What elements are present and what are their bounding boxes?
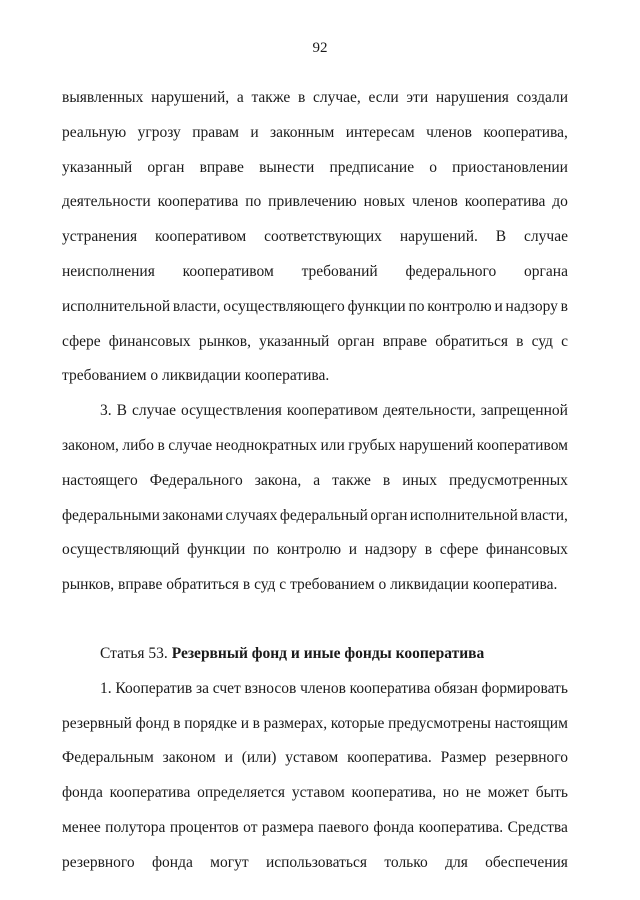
- word: паевого: [318, 818, 369, 836]
- word: кооперативом: [476, 436, 568, 454]
- word: фонда: [151, 853, 193, 871]
- text-line: [62, 811, 568, 846]
- word: грубых: [348, 436, 396, 454]
- word: для: [445, 853, 468, 871]
- word: финансовых: [486, 541, 568, 559]
- word: вправе: [199, 158, 244, 176]
- word: по: [252, 541, 270, 559]
- word: соответствующих: [264, 228, 382, 246]
- word: запрещенной: [480, 402, 568, 420]
- word: рынков,: [198, 332, 251, 350]
- text-line: [62, 290, 568, 325]
- word: случае: [132, 402, 176, 420]
- word: законным: [270, 123, 335, 141]
- word: требованием о ликвидации кооператива.: [62, 367, 330, 385]
- word: Федерального: [149, 471, 243, 489]
- word: не: [465, 784, 481, 802]
- page-number: 92: [312, 40, 328, 56]
- word: функции: [187, 541, 246, 559]
- text-line: [62, 255, 568, 290]
- text-line: [62, 116, 568, 151]
- word: нарушений: [399, 436, 474, 454]
- word: в: [516, 332, 524, 350]
- word: взносов: [244, 679, 297, 697]
- word: угрозу: [137, 123, 181, 141]
- word: случае: [168, 436, 213, 454]
- word: устранения: [62, 228, 138, 246]
- text-line: [62, 707, 568, 742]
- word: кооператива: [349, 679, 431, 697]
- word: законами: [162, 506, 224, 524]
- word: правам: [192, 123, 239, 141]
- word: нарушений,: [151, 89, 230, 106]
- text-line: [62, 741, 568, 776]
- word: предусмотрены: [388, 714, 491, 732]
- word: и: [348, 541, 358, 559]
- word: контролю: [427, 297, 492, 315]
- word: счет: [212, 679, 241, 697]
- word: кооператива: [464, 193, 546, 211]
- paragraph: [62, 672, 568, 881]
- word: надзору: [505, 297, 558, 315]
- word: полутора: [105, 818, 166, 836]
- word: кооператива: [157, 193, 239, 211]
- word: членов: [412, 193, 458, 211]
- word: эти: [406, 89, 429, 106]
- word: если: [368, 89, 399, 106]
- word: надзору: [364, 541, 418, 559]
- word: за: [195, 679, 209, 697]
- word: до: [552, 193, 568, 211]
- word: деятельности,: [383, 402, 476, 420]
- document-body: [62, 81, 568, 881]
- word: кооператива,: [351, 784, 437, 802]
- word: суд: [531, 332, 553, 350]
- word: с: [561, 332, 568, 350]
- text-line: [62, 533, 568, 568]
- word: либо: [122, 436, 155, 454]
- word: размерах,: [263, 714, 328, 732]
- text-line: [62, 464, 568, 499]
- word: требований: [301, 262, 378, 280]
- word: Средства: [507, 818, 568, 836]
- word: 1.: [100, 679, 112, 697]
- word: кооперативом: [182, 262, 274, 280]
- word: формировать: [481, 679, 568, 697]
- word: законом: [162, 749, 216, 767]
- text-line: [62, 325, 568, 360]
- word: случаях: [225, 506, 278, 524]
- word: и: [250, 123, 259, 141]
- word: резервного: [62, 853, 135, 871]
- paragraph: [62, 394, 568, 603]
- word: федерального: [405, 262, 497, 280]
- word: реальную: [62, 123, 127, 141]
- word: а: [313, 471, 321, 489]
- word: 3.: [100, 402, 112, 420]
- text-line: [62, 151, 568, 186]
- word: в: [560, 297, 568, 315]
- word: по: [408, 297, 425, 315]
- text-line: [62, 429, 568, 464]
- word: предписание: [329, 158, 415, 176]
- word: в: [157, 436, 165, 454]
- word: могут: [210, 853, 249, 871]
- word: сфере: [439, 541, 479, 559]
- word: или: [320, 436, 345, 454]
- word: также: [251, 89, 291, 106]
- word: указанный: [62, 158, 133, 176]
- word: использоваться: [265, 853, 367, 871]
- word: закона,: [254, 471, 302, 489]
- word: законом,: [62, 436, 119, 454]
- word: деятельности: [62, 193, 151, 211]
- word: функции: [347, 297, 406, 315]
- word: резервного: [495, 749, 568, 767]
- word: (или): [241, 749, 277, 767]
- word: власти,: [172, 297, 221, 315]
- text-line: [62, 359, 568, 394]
- word: Размер: [440, 749, 487, 767]
- article-number: Статья 53.: [100, 644, 172, 662]
- text-line: [62, 672, 568, 707]
- word: Кооператив: [115, 679, 193, 697]
- word: менее: [62, 818, 101, 836]
- word: финансовых: [108, 332, 191, 350]
- word: по: [245, 193, 262, 211]
- text-line: [62, 220, 568, 255]
- word: которые: [330, 714, 385, 732]
- word: может: [487, 784, 530, 802]
- word: осуществляющего: [223, 297, 345, 315]
- word: обязан: [434, 679, 478, 697]
- word: порядке: [184, 714, 238, 732]
- word: федеральными: [62, 506, 160, 524]
- word: случае: [524, 228, 568, 246]
- paragraph: [62, 81, 568, 394]
- word: фонда: [62, 784, 103, 802]
- word: уставом: [291, 784, 345, 802]
- word: настоящим: [494, 714, 568, 732]
- word: сфере: [62, 332, 101, 350]
- word: вынести: [259, 158, 315, 176]
- word: органа: [524, 262, 568, 280]
- word: орган: [147, 158, 185, 176]
- word: о: [429, 158, 437, 176]
- section-gap: [62, 603, 568, 637]
- word: иных: [402, 471, 437, 489]
- word: предусмотренных: [448, 471, 568, 489]
- word: Федеральным: [62, 749, 154, 767]
- word: случае,: [312, 89, 361, 106]
- word: кооперативом: [155, 228, 247, 246]
- word: а: [236, 89, 244, 106]
- word: и: [224, 749, 233, 767]
- word: кооператива,: [483, 123, 568, 141]
- word: создали: [516, 89, 568, 106]
- word: но: [442, 784, 459, 802]
- word: также: [332, 471, 371, 489]
- word: размера: [261, 818, 314, 836]
- word: от: [243, 818, 258, 836]
- word: в: [424, 541, 433, 559]
- text-line: [62, 185, 568, 220]
- word: в: [252, 714, 260, 732]
- word: приостановлении: [452, 158, 568, 176]
- word: в: [173, 714, 181, 732]
- word: федеральный: [279, 506, 368, 524]
- word: В: [495, 228, 507, 246]
- article-title: Резервный фонд и иные фонды кооператива: [171, 644, 485, 662]
- word: указанный: [259, 332, 330, 350]
- word: кооператива.: [418, 818, 504, 836]
- text-line: [62, 846, 568, 881]
- word: обратиться: [435, 332, 508, 350]
- word: кооперативом: [286, 402, 379, 420]
- word: фонда: [373, 818, 415, 836]
- word: определяется: [197, 784, 286, 802]
- text-line: [62, 499, 568, 534]
- word: контролю: [276, 541, 342, 559]
- word: и: [494, 297, 503, 315]
- word: и: [240, 714, 249, 732]
- word: вправе: [382, 332, 428, 350]
- word: уставом: [285, 749, 339, 767]
- word: выявленных: [62, 89, 144, 106]
- text-line: [62, 568, 568, 603]
- word: членов: [300, 679, 346, 697]
- text-line: [62, 394, 568, 429]
- word: В: [116, 402, 127, 420]
- word: осуществления: [180, 402, 282, 420]
- word: кооператива.: [347, 749, 432, 767]
- word: в: [297, 89, 306, 106]
- word: нарушений.: [399, 228, 478, 246]
- word: кооператива: [109, 784, 191, 802]
- word: резервный: [62, 714, 132, 732]
- word: членов: [426, 123, 472, 141]
- word: обеспечения: [485, 853, 568, 871]
- word: только: [384, 853, 428, 871]
- word: новых: [363, 193, 406, 211]
- word: орган: [370, 506, 408, 524]
- word: нарушения: [435, 89, 509, 106]
- word: неисполнения: [62, 262, 155, 280]
- word: исполнительной: [62, 297, 171, 315]
- word: орган: [337, 332, 375, 350]
- word: процентов: [169, 818, 239, 836]
- word: в: [382, 471, 391, 489]
- word: быть: [535, 784, 568, 802]
- word: неоднократных: [215, 436, 318, 454]
- word: осуществляющий: [62, 541, 180, 559]
- word: исполнительной: [409, 506, 518, 524]
- text-line: [62, 81, 568, 116]
- text-line: [62, 776, 568, 811]
- word: фонд: [135, 714, 170, 732]
- word: привлечению: [268, 193, 357, 211]
- article-heading: [62, 637, 568, 672]
- word: рынков, вправе обратиться в суд с требованием о ликвидации кооператива.: [62, 576, 558, 594]
- word: власти,: [520, 506, 568, 524]
- word: настоящего: [62, 471, 138, 489]
- word: интересам: [345, 123, 415, 141]
